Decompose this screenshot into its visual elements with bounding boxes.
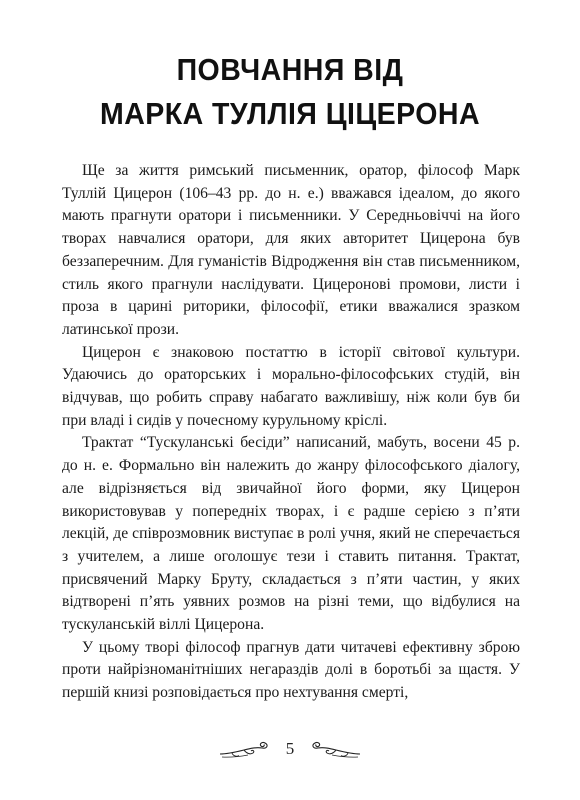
page-number: 5 <box>285 739 295 758</box>
body-text <box>62 160 520 705</box>
page-footer <box>0 738 580 768</box>
paragraph: Трактат “Тускуланські бесіди” написаний, мабуть, восени 45 р. до н. е. Формально він належить до жанру філософського діалогу, але відрізняється від звичайної його форми, яку Цицерон використовував у попередніх творах, і є радше серією з п’яти лекцій, де співрозмовник виступає в ролі учня, який не сперечається з учителем, а лише оголошує тези і ставить питання. Трактат, присвячений Марку Бруту, складається з п’яти частин, у яких відтворені п’ять уявних розмов на різні теми, що відбулися на тускуланській віллі Цицерона. <box>62 434 520 634</box>
paragraph: У цьому творі філософ прагнув дати читачеві ефективну зброю проти найрізноманітніших негараздів долі в боротьбі за щастя. У першій книзі розповідається про нехтування смерті, <box>62 638 520 702</box>
flourish-ornament-left-icon <box>218 740 272 760</box>
flourish-ornament-right-icon <box>308 740 362 760</box>
paragraph: Ще за життя римський письменник, оратор, філософ Марк Туллій Цицерон (106–43 рр. до н. е.) вважався ідеалом, до якого мають прагнути оратори і письменники. У Середньовіччі на його творах навчалися оратори, для яких авторитет Цицерона був беззаперечним. Для гуманістів Відродження він став письменником, стиль якого прагнули наслідувати. Цицеронові промови, листи і проза в царині риторики, філософії, етики вважалися зразком латинської прози. <box>62 162 520 338</box>
paragraph: Цицерон є знаковою постаттю в історії світової культури. Удаючись до ораторських і морально-філософських студій, він відчував, що робить справу набагато важливішу, ніж коли був би при владі і сидів у почесному курульному кріслі. <box>62 343 520 429</box>
chapter-title-line-1: ПОВЧАННЯ ВІД <box>176 52 404 87</box>
chapter-title-line-2: МАРКА ТУЛЛІЯ ЦІЦЕРОНА <box>99 96 481 131</box>
